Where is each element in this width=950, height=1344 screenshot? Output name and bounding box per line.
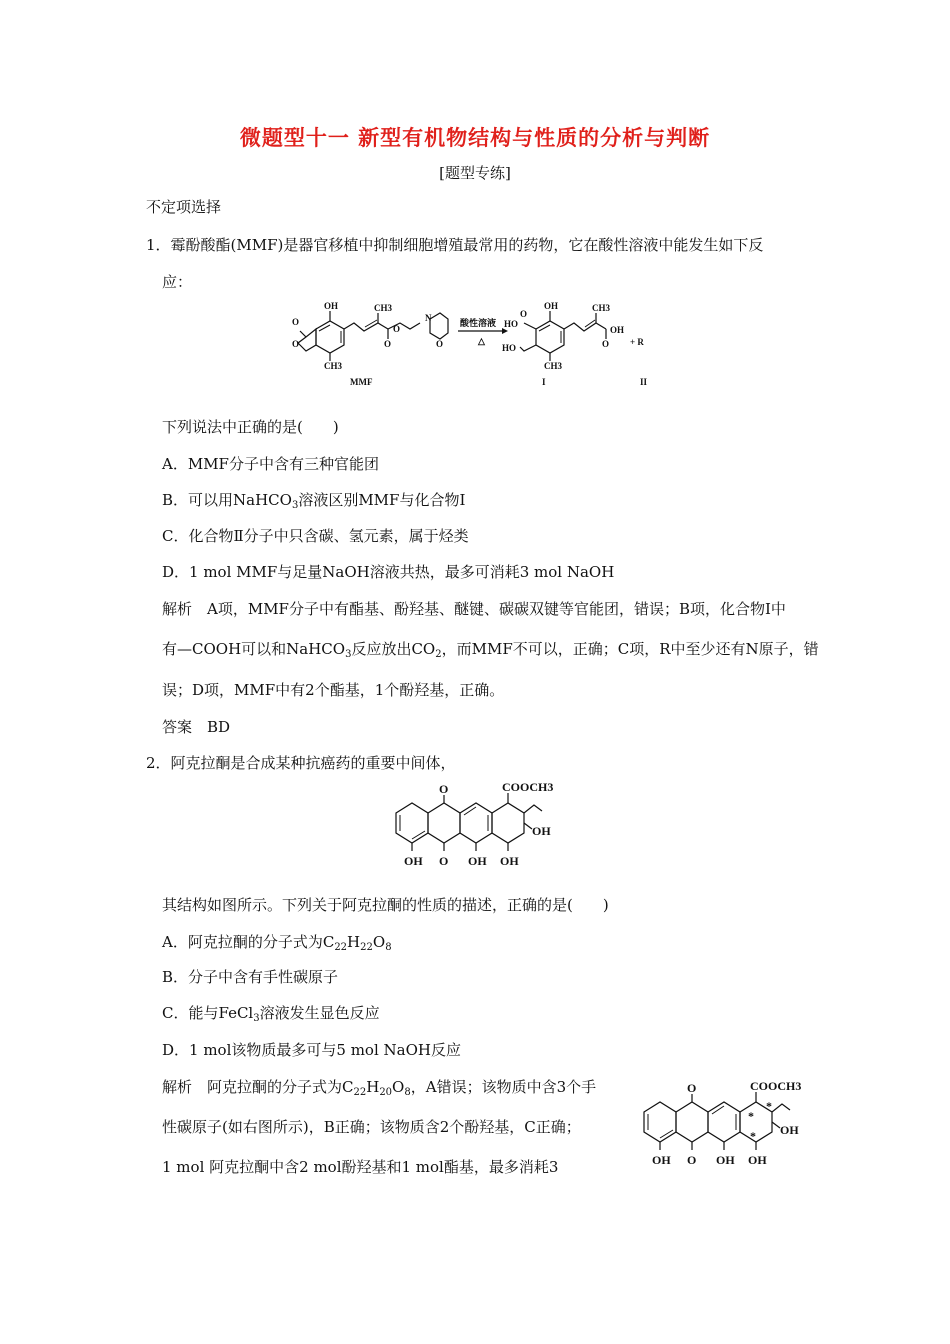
chiral-oh-3: OH [748, 1153, 767, 1167]
chiral-star-2: * [766, 1099, 772, 1113]
q1-analysis-line3: 误；D项，MMF中有2个酯基，1个酚羟基，正确。 [162, 681, 505, 699]
q2-analysis-line3: 1 mol 阿克拉酮中含2 mol酚羟基和1 mol酯基，最多消耗3 [162, 1158, 559, 1176]
label-mmf: MMF [350, 377, 373, 387]
chiral-oh-2: OH [716, 1153, 735, 1167]
chiral-oh-1: OH [652, 1153, 671, 1167]
q2-stem: 2．阿克拉酮是合成某种抗癌药的重要中间体， [146, 754, 456, 772]
chiral-cooch3: COOCH3 [750, 1079, 802, 1093]
q2-option-a: A．阿克拉酮的分子式为$C_{22}H_{22}O_8$ [162, 933, 392, 953]
mmf-side-ch3: CH3 [374, 303, 392, 313]
q1-stem-line2: 应： [162, 273, 193, 291]
aklav-oh-3: OH [500, 854, 519, 868]
q1-option-a: A．MMF分子中含有三种官能团 [162, 455, 379, 473]
aklav-oh-1: OH [404, 854, 423, 868]
mmf-ch3: CH3 [324, 361, 342, 371]
q2-structure-main [392, 780, 592, 893]
q1-stem-line1: 1．霉酚酸酯(MMF)是器官移植中抑制细胞增殖最常用的药物，它在酸性溶液中能发生如下反 [146, 236, 764, 254]
aklav-o-top: O [439, 782, 449, 796]
aklav-cooch3: COOCH3 [502, 780, 554, 794]
mmf-ring-o: O [292, 339, 300, 349]
aklav-o-bottom: O [439, 854, 449, 868]
product-acid-o: O [520, 309, 528, 319]
q2-question: 其结构如图所示。下列关于阿克拉酮的性质的描述，正确的是( ) [162, 896, 609, 914]
section-heading: 不定项选择 [146, 198, 222, 216]
q2-analysis-line2: 性碳原子(如右图所示)，B正确；该物质含2个酚羟基，C正确； [162, 1118, 581, 1136]
label-product-2: II [640, 377, 648, 387]
q2-option-c: C．能与FeCl$_3$溶液发生显色反应 [162, 1004, 380, 1024]
product-ho-acid: HO [504, 319, 519, 329]
mmf-morph-o: O [436, 339, 444, 349]
q2-option-b: B．分子中含有手性碳原子 [162, 968, 339, 986]
chiral-oh-4: OH [780, 1123, 799, 1137]
mmf-ester-o: O [384, 339, 392, 349]
q2-structure-chiral [640, 1079, 840, 1192]
q1-option-c: C．化合物Ⅱ分子中只含碳、氢元素，属于烃类 [162, 527, 469, 545]
mmf-ester-o2: O [393, 324, 401, 334]
label-product-1: I [542, 377, 546, 387]
q1-analysis-line2: 有—COOH可以和NaHCO$_3$反应放出$CO_2$，而MMF不可以，正确；C项，R中至少还有N原子，错 [162, 640, 819, 660]
aklav-oh-2: OH [468, 854, 487, 868]
q1-option-b: B．可以用NaHCO$_3$溶液区别MMF与化合物Ⅰ [162, 491, 466, 511]
arrow-condition-bottom: △ [478, 336, 485, 346]
chiral-star-1: * [748, 1109, 754, 1123]
mmf-n: N [425, 313, 432, 323]
q1-reaction-scheme [292, 301, 692, 395]
product-ch3: CH3 [544, 361, 562, 371]
q1-analysis-line1: 解析 A项，MMF分子中有酯基、酚羟基、醚键、碳碳双键等官能团，错误；B项，化合物Ⅰ中 [162, 600, 786, 618]
q1-option-d: D．1 mol MMF与足量NaOH溶液共热，最多可消耗3 mol NaOH [162, 563, 615, 581]
arrow-condition-top: 酸性溶液 [460, 318, 497, 328]
mmf-oh: OH [324, 301, 339, 311]
aklav-oh-4: OH [532, 824, 551, 838]
q1-question: 下列说法中正确的是( ) [162, 418, 339, 436]
chiral-o-bottom: O [687, 1153, 697, 1167]
plus-r: + R [630, 337, 644, 347]
q2-option-d: D．1 mol该物质最多可与5 mol NaOH反应 [162, 1041, 461, 1059]
q2-analysis-line1: 解析 阿克拉酮的分子式为$C_{22}H_{20}O_8$，A错误；该物质中含3个手 [162, 1078, 597, 1098]
page-title: 微题型十一 新型有机物结构与性质的分析与判断 [239, 126, 711, 150]
product-oh: OH [544, 301, 559, 311]
q1-answer: 答案 BD [162, 718, 231, 736]
mmf-carbonyl-o: O [292, 317, 300, 327]
chiral-star-3: * [750, 1129, 756, 1143]
chiral-o-top: O [687, 1081, 697, 1095]
product-side-oh: OH [610, 325, 625, 335]
product-ho-ch2: HO [502, 343, 517, 353]
page-subtitle: [题型专练] [439, 164, 511, 182]
product-side-ch3: CH3 [592, 303, 610, 313]
product-side-o: O [602, 339, 610, 349]
